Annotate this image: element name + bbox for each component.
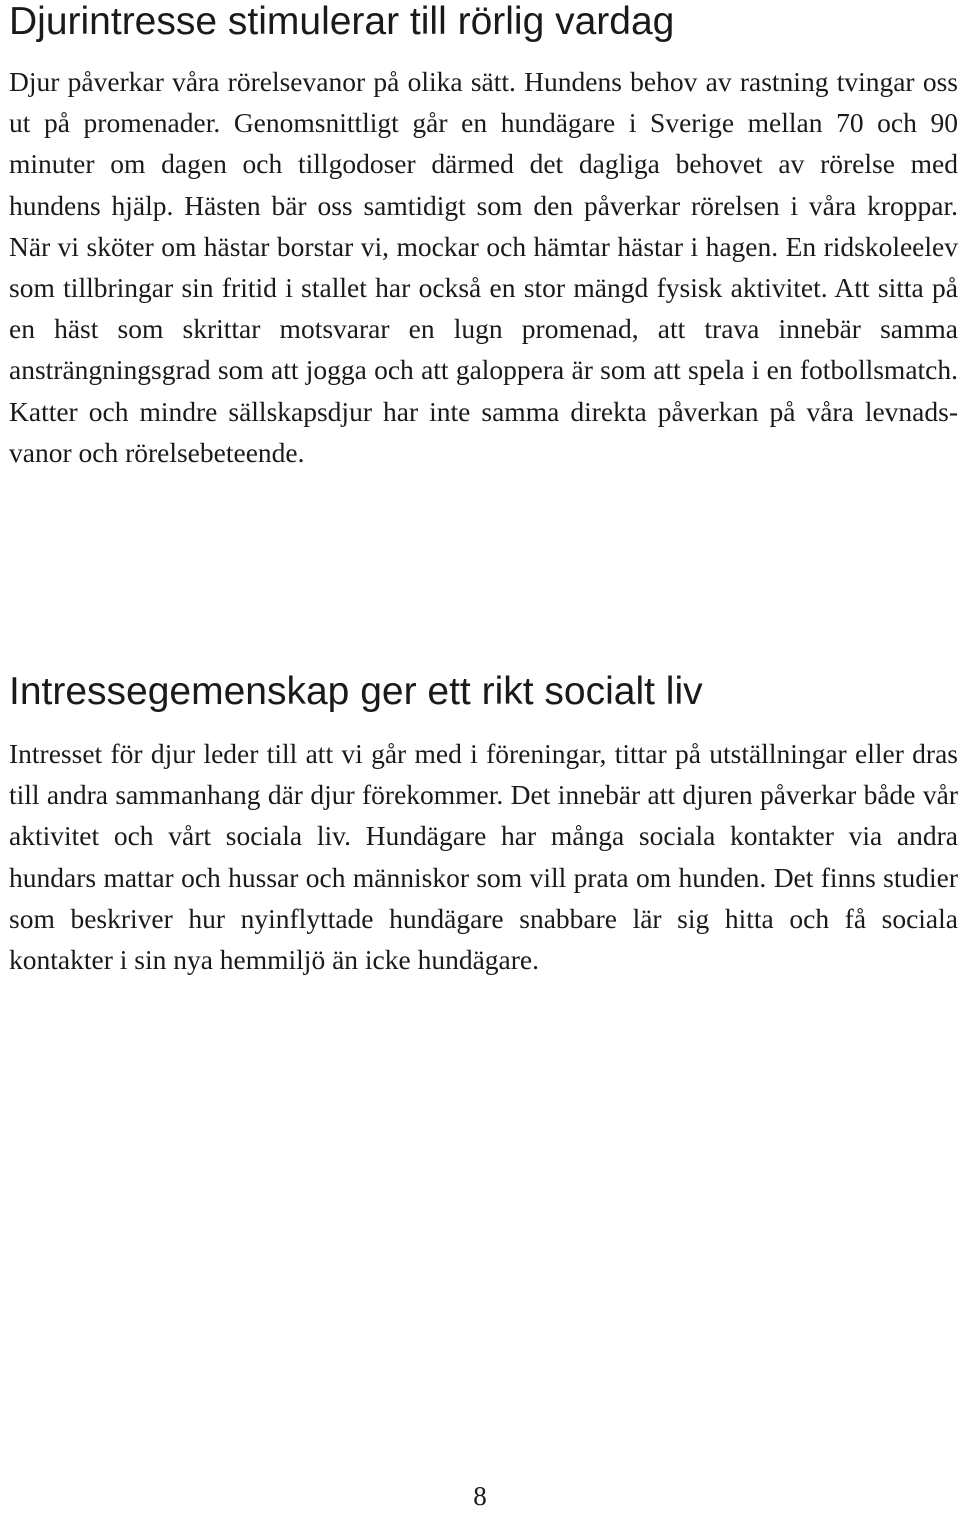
- section-heading-rorlig-vardag: Djurintresse stimulerar till rörlig vardag: [9, 0, 675, 43]
- section-heading-socialt-liv: Intressegemenskap ger ett rikt socialt liv: [9, 670, 703, 713]
- section-body-socialt-liv: Intresset för djur leder till att vi går med i föreningar, tittar på utställningar eller dras till andra sammanhang där djur förekommer. Det innebär att djuren påverkar både vår aktivitet och vårt sociala liv. Hundägare har många sociala kontakter via andra hundars mattar och hussar och människor som vill prata om hunden. Det finns studier som beskriver hur nyinflyttade hundägare snabbare lär sig hitta och få sociala kontakter i sin nya hemmiljö än icke hundägare.: [9, 738, 958, 976]
- page-number: 8: [473, 1481, 487, 1511]
- section-body-rorlig-vardag: Djur påverkar våra rörelsevanor på olika sätt. Hundens behov av rastning tvingar oss ut på promenader. Genomsnittligt går en hundägare i Sverige mellan 70 och 90 minuter om dagen och tillgodoser därmed det dagliga behovet av rörelse med hundens hjälp. Hästen bär oss samtidigt som den påverkar rörelsen i våra kroppar. När vi sköter om hästar borstar vi, mockar och hämtar hästar i hagen. En ridskoleelev som tillbringar sin fritid i stallet har också en stor mängd fysisk aktivitet. Att sitta på en häst som skrittar motsvarar en lugn promenad, att trava innebär samma ansträngningsgrad som att jogga och att galoppera är som att spela i en fotbollsmatch. Katter och mindre sällskapsdjur har inte samma direkta påverkan på våra levnadsvanor och rörelsebeteende.: [9, 66, 958, 468]
